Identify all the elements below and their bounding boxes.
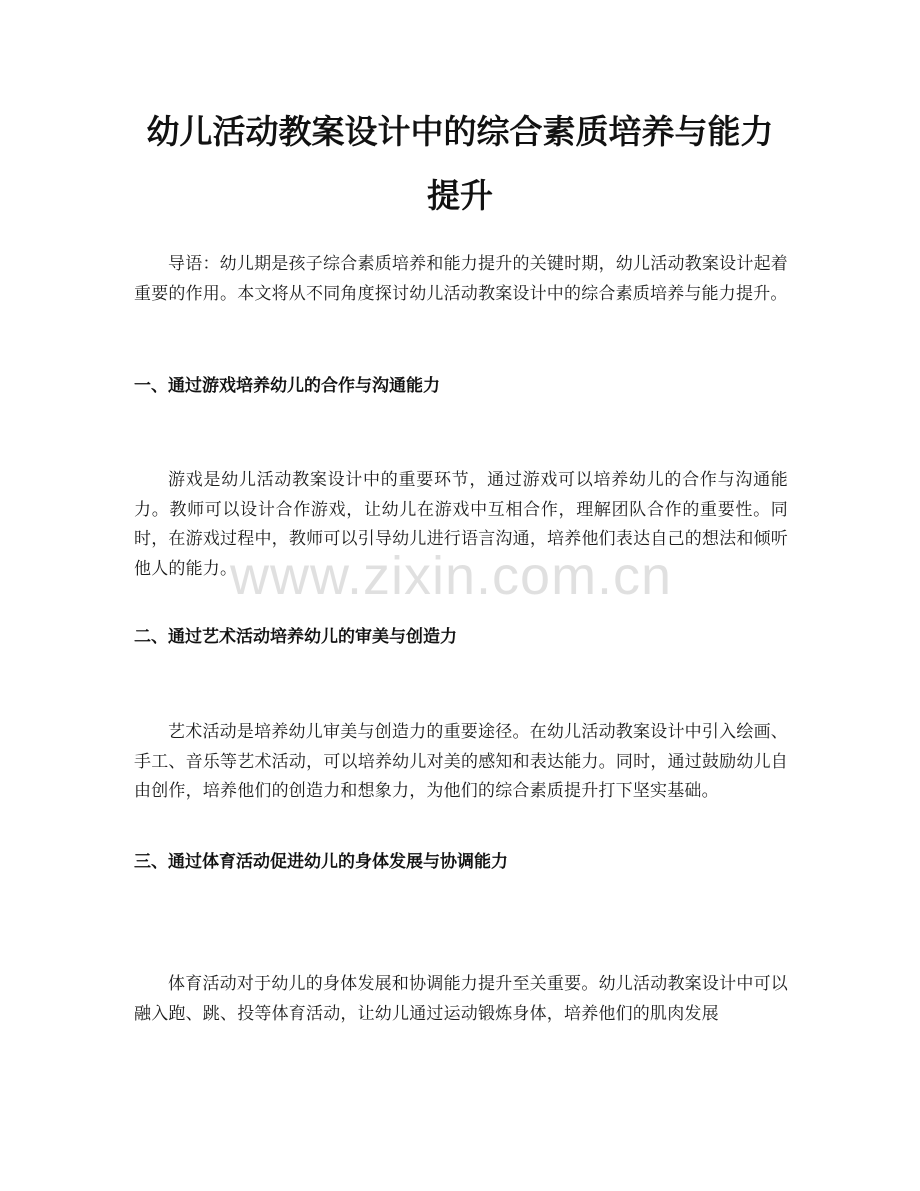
section-body-1: 游戏是幼儿活动教案设计中的重要环节，通过游戏可以培养幼儿的合作与沟通能力。教师可以设计合作游戏，让幼儿在游戏中互相合作，理解团队合作的重要性。同时，在游戏过程中，教师可以引导幼儿进行语言沟通，培养他们表达自己的想法和倾听他人的能力。 xyxy=(134,470,788,579)
section-body-2: 艺术活动是培养幼儿审美与创造力的重要途径。在幼儿活动教案设计中引入绘画、手工、音乐等艺术活动，可以培养幼儿对美的感知和表达能力。同时，通过鼓励幼儿自由创作，培养他们的创造力和想象力，为他们的综合素质提升打下坚实基础。 xyxy=(134,722,788,801)
document-title-line1: 幼儿活动教案设计中的综合素质培养与能力 xyxy=(146,112,774,151)
section-heading-3: 三、通过体育活动促进幼儿的身体发展与协调能力 xyxy=(134,852,508,872)
intro-paragraph: 导语：幼儿期是孩子综合素质培养和能力提升的关键时期，幼儿活动教案设计起着重要的作用。本文将从不同角度探讨幼儿活动教案设计中的综合素质培养与能力提升。 xyxy=(134,254,788,304)
document-title-line2: 提升 xyxy=(427,176,493,215)
section-body-3: 体育活动对于幼儿的身体发展和协调能力提升至关重要。幼儿活动教案设计中可以融入跑、跳、投等体育活动，让幼儿通过运动锻炼身体，培养他们的肌肉发展 xyxy=(134,974,788,1024)
section-heading-1: 一、通过游戏培养幼儿的合作与沟通能力 xyxy=(134,376,440,396)
section-heading-2: 二、通过艺术活动培养幼儿的审美与创造力 xyxy=(134,627,457,647)
watermark-text: www.zixin.com.cn xyxy=(230,546,673,606)
